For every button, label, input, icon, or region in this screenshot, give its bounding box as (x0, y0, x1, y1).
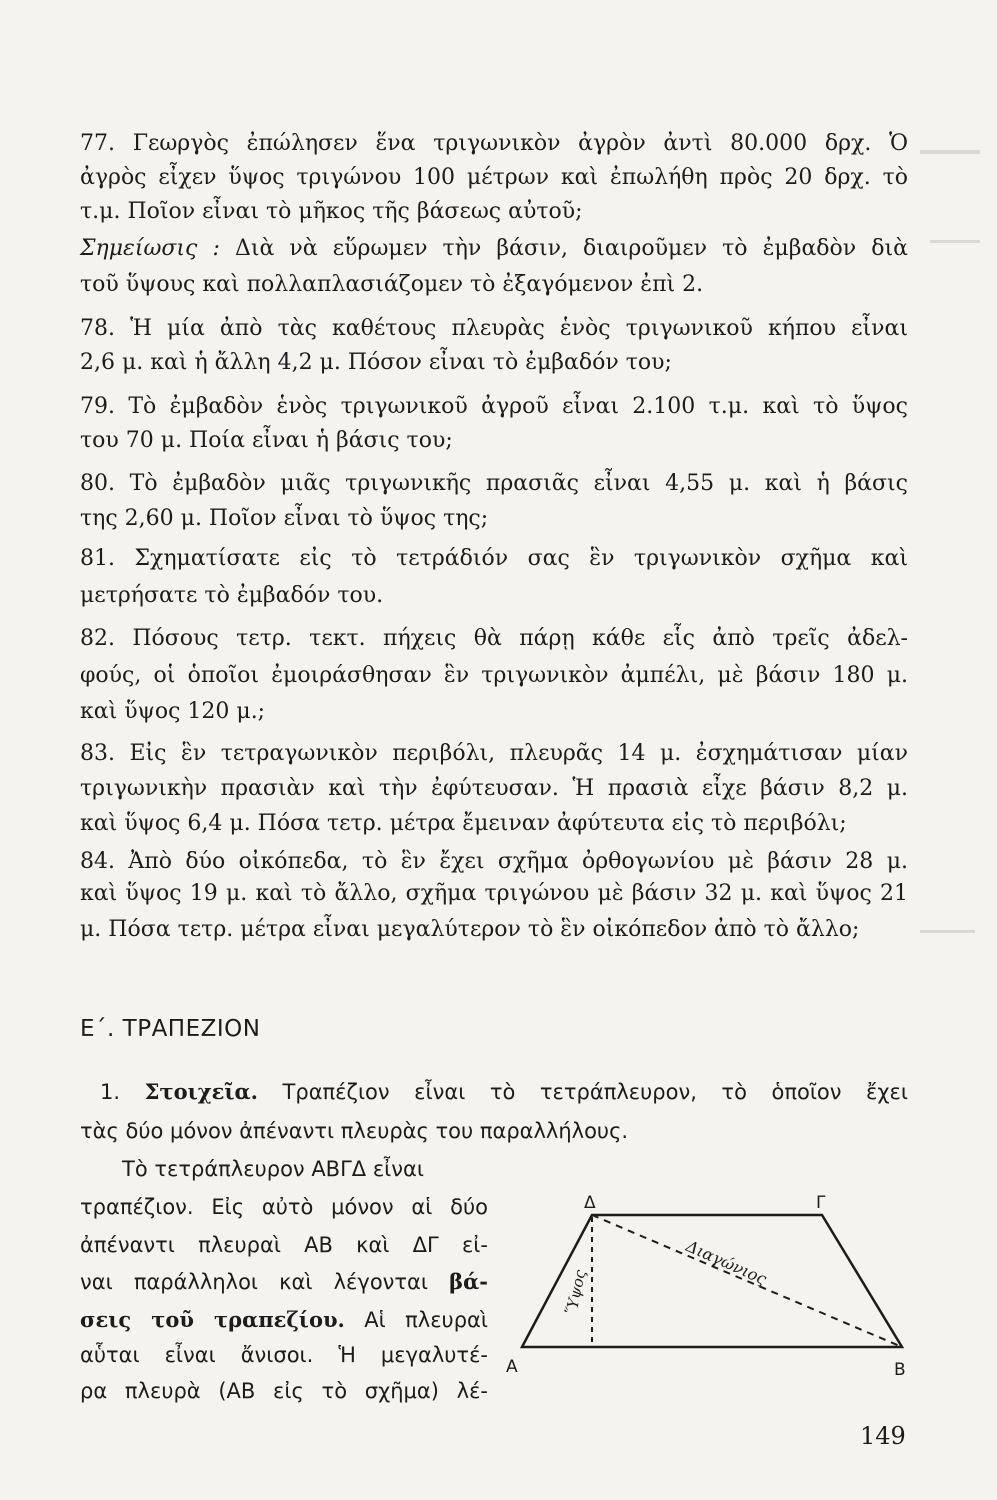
trapezoid-para-line-3: ἀπέναντι πλευραὶ ΑΒ καὶ ΔΓ εἰ- (80, 1233, 488, 1257)
trapezoid-para-line-6: αὗται εἶναι ἄνισοι. Ἡ μεγαλυτέ- (80, 1343, 488, 1367)
note-text: Διὰ νὰ εὕρωμεν τὴν βάσιν, διαιροῦμεν τὸ ἐμβαδὸν διὰ (234, 236, 908, 261)
note-label: Σημείωσις : (80, 236, 220, 261)
elements-para-line-2: τὰς δύο μόνον ἀπέναντι πλευρὰς του παραλλήλους. (80, 1119, 629, 1143)
elements-term: Στοιχεῖα. (144, 1079, 258, 1104)
bleed-through-mark (930, 240, 980, 243)
problem-84-line-3: μ. Πόσα τετρ. μέτρα εἶναι μεγαλύτερον τὸ ἓν οἰκόπεδον ἀπὸ τὸ ἄλλο; (80, 917, 860, 942)
elements-definition: Τραπέζιον εἶναι τὸ τετράπλευρον, τὸ ὁποῖον ἔχει (282, 1080, 908, 1104)
bleed-through-mark (920, 930, 975, 933)
page-number: 149 (860, 1422, 906, 1450)
elements-para-number: 1. (100, 1080, 121, 1104)
problem-82-line-2: φούς, οἱ ὁποῖοι ἐμοιράσθησαν ἓν τριγωνικὸν ἀμπέλι, μὲ βάσιν 180 μ. (80, 663, 908, 688)
problem-80-line-2: της 2,60 μ. Ποῖον εἶναι τὸ ὕψος της; (80, 506, 489, 531)
problem-78-line-2: 2,6 μ. καὶ ἡ ἄλλη 4,2 μ. Πόσον εἶναι τὸ ἐμβαδόν του; (80, 350, 672, 375)
problem-79-line-1: 79. Τὸ ἐμβαδὸν ἑνὸς τριγωνικοῦ ἀγροῦ εἶναι 2.100 τ.μ. καὶ τὸ ὕψος (80, 394, 908, 419)
problem-80-line-1: 80. Τὸ ἐμβαδὸν μιᾶς τριγωνικῆς πρασιᾶς εἶναι 4,55 μ. καὶ ἡ βάσις (80, 471, 908, 496)
vertex-label-D: Δ (584, 1195, 596, 1213)
problem-81-line-1: 81. Σχηματίσατε εἰς τὸ τετράδιόν σας ἓν τριγωνικὸν σχῆμα καὶ (80, 546, 908, 571)
trapezoid-para-text: ναι παράλληλοι καὶ λέγονται (80, 1270, 429, 1294)
trapezoid-para-line-7: ρα πλευρὰ (ΑΒ εἰς τὸ σχῆμα) λέ- (80, 1379, 488, 1403)
trapezoid-figure (500, 1195, 920, 1390)
bases-term-start: βά- (449, 1269, 488, 1294)
vertex-label-A: Α (506, 1357, 518, 1377)
problem-81-line-2: μετρήσατε τὸ ἐμβαδόν του. (80, 583, 384, 608)
elements-para-line-1 (100, 1078, 908, 1106)
note-line-1 (80, 235, 908, 262)
problem-78-line-1: 78. Ἡ μία ἀπὸ τὰς καθέτους πλευρὰς ἑνὸς τριγωνικοῦ κήπου εἶναι (80, 316, 908, 341)
height-label: Ὕψος (562, 1268, 590, 1316)
problem-77-line-1: 77. Γεωργὸς ἐπώλησεν ἕνα τριγωνικὸν ἀγρὸν ἀντὶ 80.000 δρχ. Ὁ (80, 131, 908, 156)
problem-83-line-1: 83. Εἰς ἓν τετραγωνικὸν περιβόλι, πλευρᾶς 14 μ. ἐσχημάτισαν μίαν (80, 741, 908, 766)
trapezoid-para-line-5 (80, 1306, 488, 1334)
problem-83-line-2: τριγωνικὴν πρασιὰν καὶ τὴν ἐφύτευσαν. Ἡ πρασιὰ εἶχε βάσιν 8,2 μ. (80, 776, 908, 801)
problem-79-line-2: του 70 μ. Ποία εἶναι ἡ βάσις του; (80, 428, 453, 453)
problem-77-line-2: ἀγρὸς εἶχεν ὕψος τριγώνου 100 μέτρων καὶ ἐπωλήθη πρὸς 20 δρχ. τὸ (80, 165, 908, 190)
problem-83-line-3: καὶ ὕψος 6,4 μ. Πόσα τετρ. μέτρα ἔμειναν ἀφύτευτα εἰς τὸ περιβόλι; (80, 811, 847, 836)
problem-77-line-3: τ.μ. Ποῖον εἶναι τὸ μῆκος τῆς βάσεως αὐτοῦ; (80, 199, 583, 224)
trapezoid-para-line-4 (80, 1268, 488, 1296)
diagonal-label: Διαγώνιος (683, 1236, 770, 1289)
bases-term-end: σεις τοῦ τραπεζίου. (80, 1307, 345, 1332)
problem-82-line-1: 82. Πόσους τετρ. τεκτ. πήχεις θὰ πάρῃ κάθε εἷς ἀπὸ τρεῖς ἀδελ- (80, 626, 908, 651)
vertex-label-G: Γ (816, 1195, 826, 1213)
bleed-through-mark (920, 150, 980, 154)
trapezoid-para-line-1: Τὸ τετράπλευρον ΑΒΓΔ εἶναι (122, 1157, 424, 1181)
note-line-2: τοῦ ὕψους καὶ πολλαπλασιάζομεν τὸ ἐξαγόμενον ἐπὶ 2. (80, 272, 704, 297)
problem-82-line-3: καὶ ὕψος 120 μ.; (80, 699, 266, 724)
sides-text: Αἱ πλευραὶ (364, 1308, 488, 1332)
section-heading: Ε΄. ΤΡΑΠΕΖΙΟΝ (80, 1016, 261, 1042)
problem-84-line-1: 84. Ἀπὸ δύο οἰκόπεδα, τὸ ἓν ἔχει σχῆμα ὀρθογωνίου μὲ βάσιν 28 μ. (80, 849, 908, 874)
vertex-label-B: Β (894, 1360, 906, 1380)
trapezoid-para-line-2: τραπέζιον. Εἰς αὐτὸ μόνον αἱ δύο (80, 1195, 488, 1219)
problem-84-line-2: καὶ ὕψος 19 μ. καὶ τὸ ἄλλο, σχῆμα τριγώνου μὲ βάσιν 32 μ. καὶ ὕψος 21 (80, 881, 908, 906)
